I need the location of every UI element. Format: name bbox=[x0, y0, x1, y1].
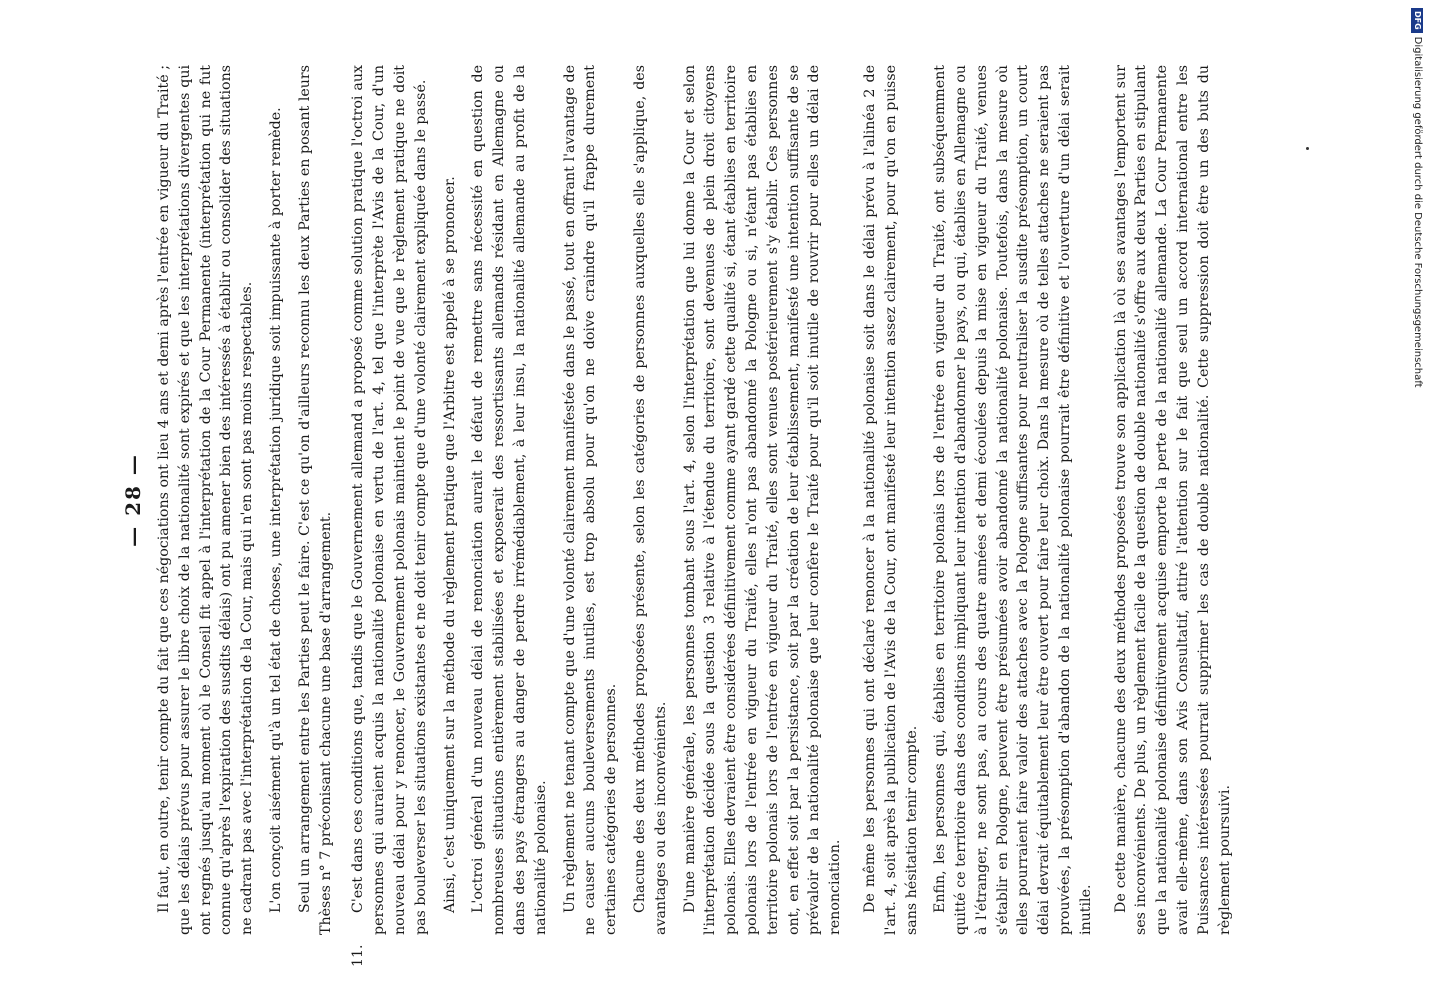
scan-speck bbox=[1306, 147, 1309, 150]
paragraph-5: Ainsi, c'est uniquement sur la méthode du règlement pratique que l'Arbitre est appelé à se prononcer. bbox=[441, 176, 458, 913]
paragraph-1: Il faut, en outre, tenir compte du fait que ces négociations ont lieu 4 ans et demi après l'entrée en vigueur du Traité ; que les délais prévus pour assurer le libre choix de la nationalité sont expirés et que les interprétations divergentes qui ont regnés jusqu'au moment où le Conseil fit appel à l'interprétation de la Cour Permanente (interprétation qui ne fut connue qu'après l'expiration des susdits délais) ont pu amener bien des intéressés à établir ou consolider des situations ne cadrant pas avec l'interprétation de la Cour, mais qui n'en sont pas moins respectables. bbox=[156, 65, 256, 935]
paragraph-8: Chacune des deux méthodes proposées présente, selon les catégories de personnes auxquelles elle s'applique, des avantages ou des inconvénients. bbox=[631, 65, 669, 935]
digitization-note-text: Digitalisierung gefördert durch die Deutsche Forschungsgemeinschaft bbox=[1412, 36, 1423, 388]
page-number: — 28 — bbox=[121, 453, 145, 547]
paragraph-6: L'octroi général d'un nouveau délai de renonciation aurait le défaut de remettre sans nécessité en question de nombreuses situations entièrement stabilisées et exposerait des ressortissants allemands résidant en Allemagne ou dans des pays étrangers au danger de perdre irrémédiablement, à leur insu, la nationalité allemande au profit de la nationalité polonaise. bbox=[470, 65, 549, 935]
paragraph-11: Enfin, les personnes qui, établies en territoire polonais lors de l'entrée en vigueur du Traité, ont subséquemment quitté ce territoire dans des conditions impliquant leur intention d'abandonner le pays, ou qui, établies en Allemagne ou à l'étranger, ne sont pas, au cours des quatre années et demi écoulées depuis la mise en vigueur du Traité, venues s'établir en Pologne, peuvent être présumées avoir abandonné la nationalité polonaise. Toutefois, dans la mesure où elles pourraient faire valoir des attaches avec la Pologne suffisantes pour neutraliser la susdite présomption, un court délai devrait équitablement leur être ouvert pour faire leur choix. Dans la mesure où de telles attaches ne seraient pas prouvées, la présomption d'abandon de la nationalité polonaise pourrait être définitive et l'ouverture d'un délai serait inutile. bbox=[932, 65, 1094, 935]
rotated-text-block bbox=[120, 65, 1360, 967]
paragraph-7: Un règlement ne tenant compte que d'une volonté clairement manifestée dans le passé, tout en offrant l'avantage de ne causer aucuns bouleversements inutiles, est trop absolu pour qu'on ne doive craindre qu'il frappe durement certaines catégories de personnes. bbox=[561, 65, 620, 935]
paragraph-3: Seul un arrangement entre les Parties peut le faire. C'est ce qu'on d'ailleurs reconnu les deux Parties en posant leurs Thèses n° 7 préconisant chacune une base d'arrangement. bbox=[296, 65, 334, 935]
section-number: 11. bbox=[350, 944, 367, 967]
digitization-note bbox=[1410, 8, 1424, 398]
paragraph-9: D'une manière générale, les personnes tombant sous l'art. 4, selon l'interprétation que lui donne la Cour et selon l'interprétation décidée sous la question 3 relative à l'étendue du territoire, sont devenues de plein droit citoyens polonais. Elles devraient être considérées définitivement comme ayant gardé cette qualité si, étant établies en territoire polonais lors de l'entrée en vigueur du Traité, elles n'ont pas abandonné la Pologne ou si, n'étant pas établies en territoire polonais lors de l'entrée en vigueur du Traité, elles sont venues postérieurement s'y établir. Ces personnes ont, en effet soit par la persistance, soit par la création de leur établissement, manifesté une intention suffisante de se prévaloir de la nationalité polonaise que leur confère le Traité pour qu'il soit inutile de rouvrir pour elles un délai de renonciation. bbox=[681, 65, 844, 935]
dfg-logo: DFG bbox=[1411, 8, 1423, 33]
paragraph-4: C'est dans ces conditions que, tandis que le Gouvernement allemand a proposé comme solution pratique l'octroi aux personnes qui auraient acquis la nationalité polonaise en vertu de l'art. 4, tel que l'interprète l'Avis de la Cour, d'un nouveau délai pour y renoncer, le Gouvernement polonais maintient le point de vue que le règlement pratique ne doit pas bouleverser les situations existantes et ne doit tenir compte que d'une volonté clairement expliquée dans le passé. bbox=[350, 65, 429, 935]
numbered-section bbox=[348, 65, 431, 967]
paragraph-12: De cette manière, chacune des deux méthodes proposées trouve son application là où ses avantages l'emportent sur ses inconvénients. De plus, un règlement facile de la question de double nationalité s'offre aux deux Parties en stipulant que la nationalité polonaise définitivement acquise emporte la perte de la nationalité allemande. La Cour Permanente avait elle-même, dans son Avis Consultatif, attiré l'attention sur le fait que seul un accord international entre les Puissances intéressées pourrait supprimer les cas de double nationalité. Cette suppression doit être un des buts du règlement poursuivi. bbox=[1112, 65, 1233, 935]
paragraph-10: De même les personnes qui ont déclaré renoncer à la nationalité polonaise soit dans le délai prévu à l'alinéa 2 de l'art. 4, soit après la publication de l'Avis de la Cour, ont manifesté leur intention assez clairement, pour qu'on en puisse sans hésitation tenir compte. bbox=[861, 65, 920, 935]
paragraph-2: L'on conçoit aisément qu'à un tel état de choses, une interprétation juridique soit impuissante à porter remède. bbox=[267, 107, 284, 913]
